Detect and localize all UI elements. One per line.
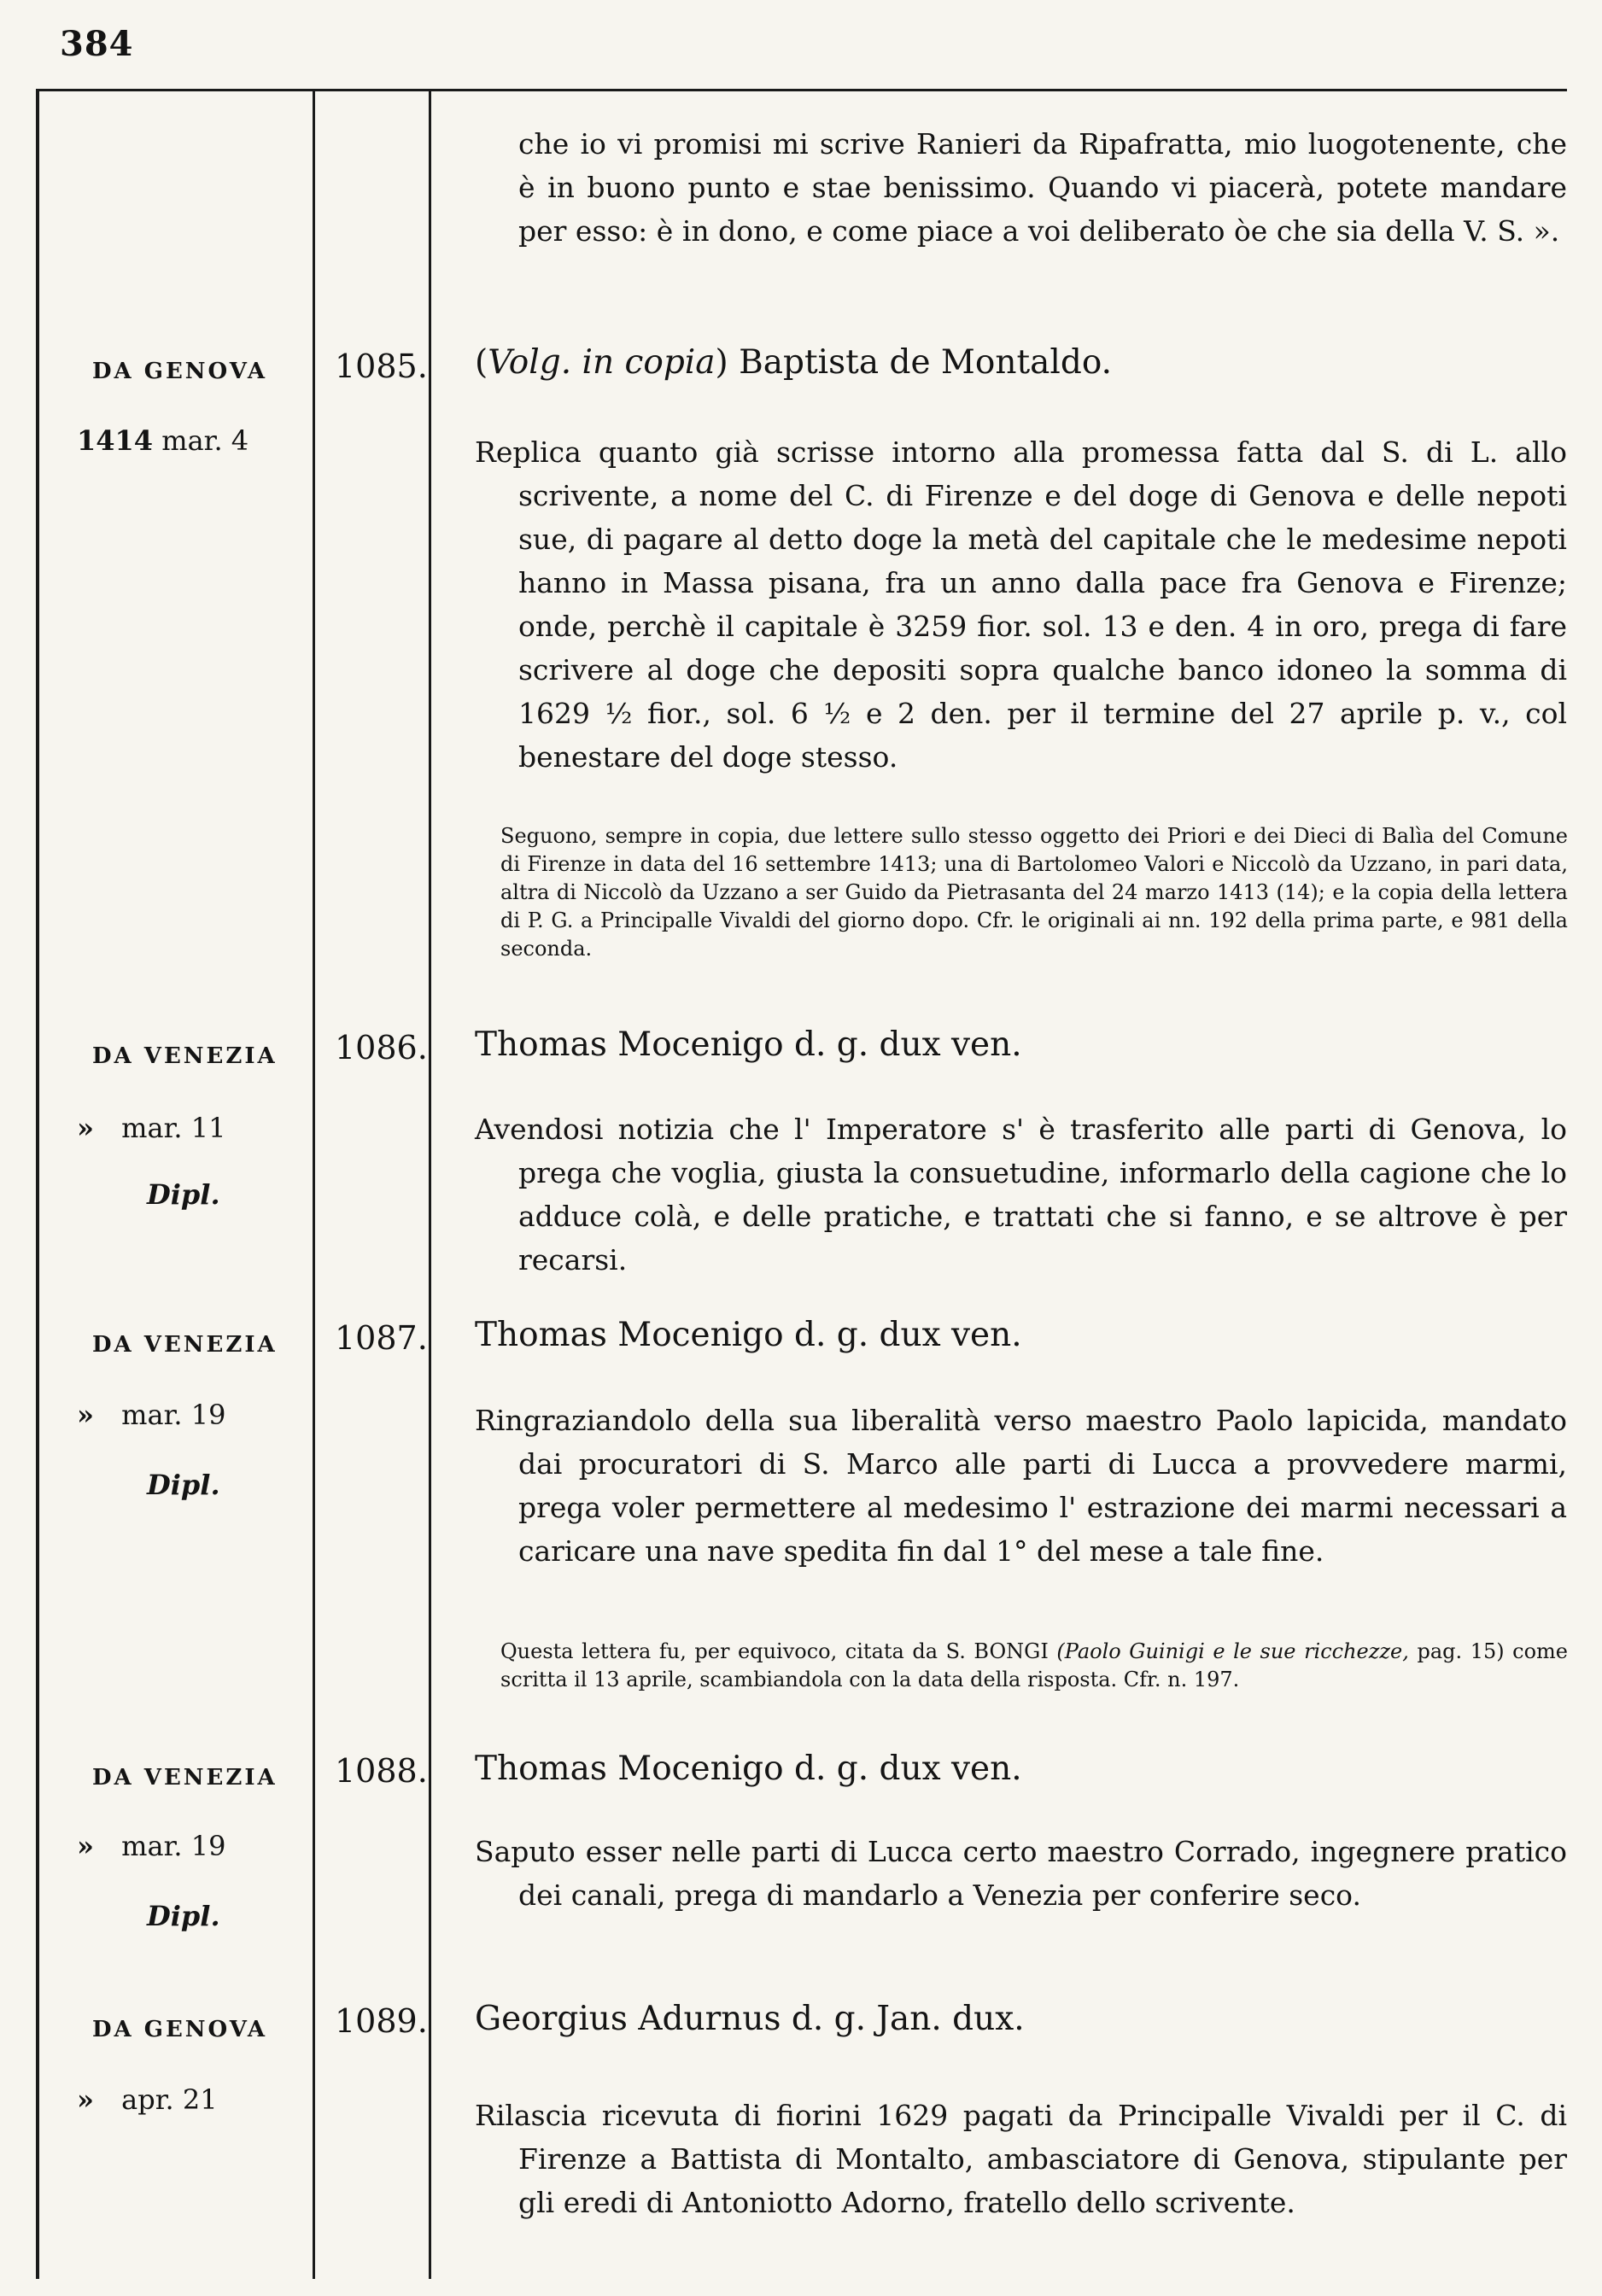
entry-date xyxy=(77,1830,225,1862)
entry-note xyxy=(500,1638,1568,1694)
entry-number: 1089. xyxy=(335,2002,428,2040)
entry-number: 1085. xyxy=(335,348,428,385)
entry-date xyxy=(77,2083,218,2116)
ditto-mark: » xyxy=(77,1112,94,1144)
entry-dipl: Dipl. xyxy=(147,1900,220,1932)
entry-number: 1086. xyxy=(335,1029,428,1066)
heading-italic: Volg. in copia xyxy=(488,343,716,382)
entry-date-day: apr. 21 xyxy=(121,2083,218,2116)
entry-place: DA VENEZIA xyxy=(92,1043,278,1069)
entry-place: DA VENEZIA xyxy=(92,1765,278,1791)
column-rule-left xyxy=(36,89,39,2279)
note-prefix: Questa lettera fu, per equivoco, citata da S. BONGI xyxy=(500,1639,1049,1663)
entry-date xyxy=(77,424,248,457)
ditto-mark: » xyxy=(77,2083,94,2116)
entry-summary: Saputo esser nelle parti di Lucca certo maestro Corrado, ingegnere pratico dei canali, prega di mandarlo a Venezia per conferire seco. xyxy=(475,1835,1567,1912)
entry-note: Seguono, sempre in copia, due lettere sullo stesso oggetto dei Priori e dei Dieci di Balìa del Comune di Firenze in data del 16 settembre 1413; una di Bartolomeo Valori e Niccolò da Uzzano, in pari data, altra di Niccolò da Uzzano a ser Guido da Pietrasanta del 24 marzo 1413 (14); e la copia della lettera di P. G. a Principalle Vivaldi del giorno dopo. Cfr. le originali ai nn. 192 della prima parte, e 981 della seconda. xyxy=(500,824,1568,961)
entry-summary: Rilascia ricevuta di fiorini 1629 pagati da Principalle Vivaldi per il C. di Firenze a Battista di Montalto, ambasciatore di Genova, stipulante per gli eredi di Antoniotto Adorno, fratello dello scrivente. xyxy=(475,2099,1567,2219)
entry-place: DA VENEZIA xyxy=(92,1332,278,1358)
entry-date-day: mar. 11 xyxy=(121,1112,226,1144)
entry-heading: Thomas Mocenigo d. g. dux ven. xyxy=(475,1316,1022,1354)
entry-summary: Ringraziandolo della sua liberalità verso maestro Paolo lapicida, mandato dai procuratori di S. Marco alle parti di Lucca a provvedere marmi, prega voler permettere al medesimo l' estrazione dei marmi necessari a caricare una nave spedita fin dal 1° del mese a tale fine. xyxy=(475,1404,1567,1568)
entry-heading: Georgius Adurnus d. g. Jan. dux. xyxy=(475,2000,1025,2038)
column-rule-right xyxy=(429,89,431,2279)
note-rest: pag. 15) come scritta il 13 aprile, scambiandola con la data della risposta. Cfr. n. 197. xyxy=(500,1639,1569,1691)
entry-date xyxy=(77,1399,225,1431)
entry-summary: Avendosi notizia che l' Imperatore s' è trasferito alle parti di Genova, lo prega che voglia, giusta la consuetudine, informarlo della cagione che lo adduce colà, e delle pratiche, e trattati che si fanno, e se altrove è per recarsi. xyxy=(475,1113,1567,1277)
entry-date-day: mar. 19 xyxy=(121,1399,226,1431)
entry-date-day: mar. 4 xyxy=(161,424,249,457)
entry-dipl: Dipl. xyxy=(147,1178,220,1211)
note-italic: (Paolo Guinigi e le sue ricchezze, xyxy=(1056,1639,1409,1663)
entry-dipl: Dipl. xyxy=(147,1469,220,1501)
entry-heading: Thomas Mocenigo d. g. dux ven. xyxy=(475,1750,1022,1788)
heading-prefix: ( xyxy=(475,343,488,382)
entry-date xyxy=(77,1112,225,1144)
entry-place: DA GENOVA xyxy=(92,2017,268,2042)
page-number: 384 xyxy=(60,24,134,64)
ditto-mark: » xyxy=(77,1830,94,1862)
entry-heading xyxy=(475,343,1112,382)
entry-year: 1414 xyxy=(77,424,154,457)
column-rule-middle xyxy=(313,89,315,2279)
heading-rest: ) Baptista de Montaldo. xyxy=(715,343,1113,382)
entry-summary: Replica quanto già scrisse intorno alla promessa fatta dal S. di L. allo scrivente, a nome del C. di Firenze e del doge di Genova e delle nepoti sue, di pagare al detto doge la metà del capitale che le medesime nepoti hanno in Massa pisana, fra un anno dalla pace fra Genova e Firenze; onde, perchè il capitale è 3259 fior. sol. 13 e den. 4 in oro, prega di fare scrivere al doge che depositi sopra qualche banco idoneo la somma di 1629 ½ fior., sol. 6 ½ e 2 den. per il termine del 27 aprile p. v., col benestare del doge stesso. xyxy=(475,435,1567,774)
entry-number: 1088. xyxy=(335,1752,428,1790)
entry-date-day: mar. 19 xyxy=(121,1830,226,1862)
header-rule xyxy=(36,89,1567,91)
entry-place: DA GENOVA xyxy=(92,359,268,384)
ditto-mark: » xyxy=(77,1399,94,1431)
entry-heading: Thomas Mocenigo d. g. dux ven. xyxy=(475,1025,1022,1064)
continuation-text: che io vi promisi mi scrive Ranieri da Ripafratta, mio luogotenente, che è in buono punto e stae benissimo. Quando vi piacerà, potete mandare per esso: è in dono, e come piace a voi deliberato òe che sia della V. S. ». xyxy=(518,127,1567,248)
entry-number: 1087. xyxy=(335,1319,428,1357)
